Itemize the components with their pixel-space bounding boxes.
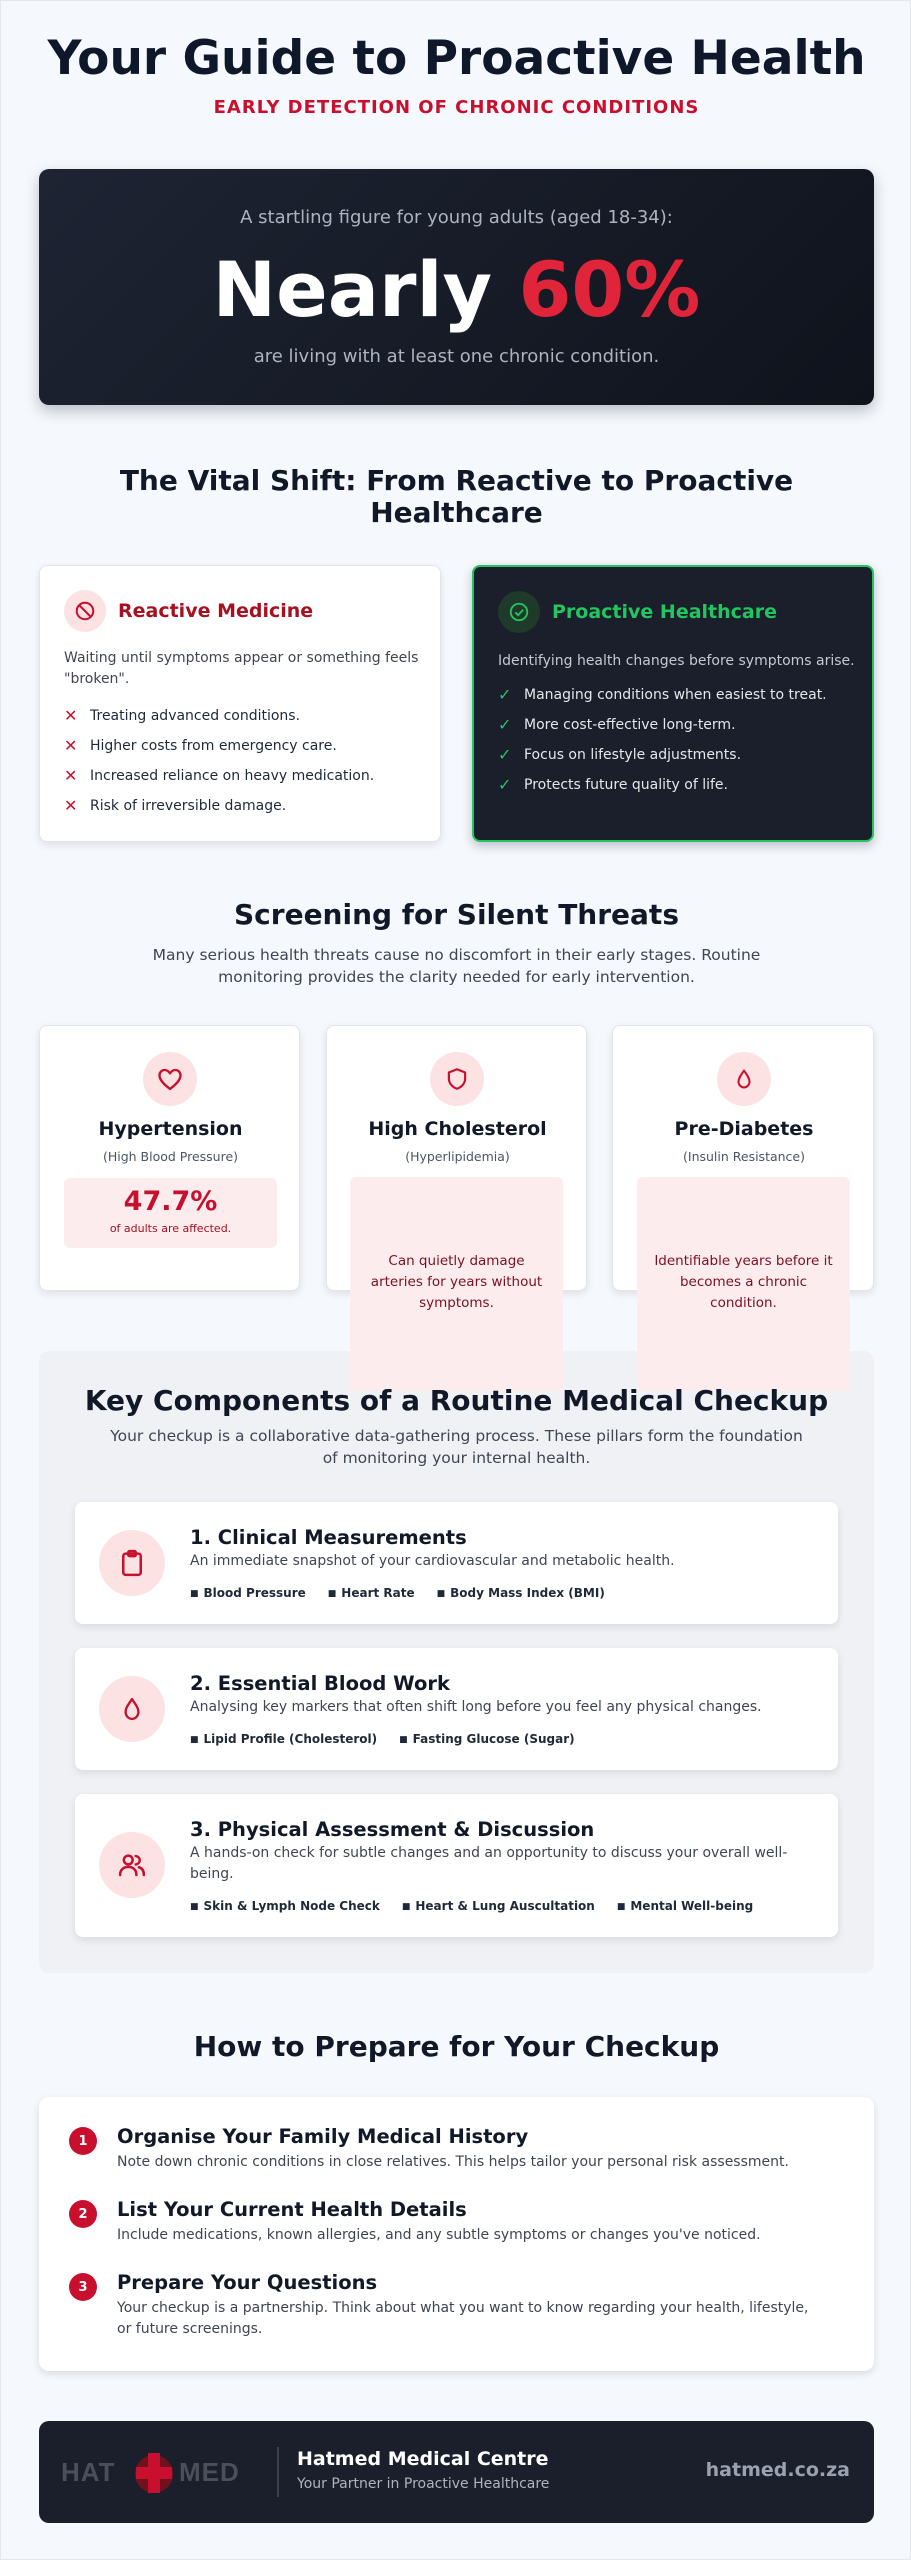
- hero-caption: are living with at least one chronic condition.: [253, 346, 660, 367]
- threats-title: Screening for Silent Threats: [234, 898, 679, 931]
- page-title: Your Guide to Proactive Health: [47, 31, 866, 86]
- stat-box: [64, 1178, 277, 1248]
- component-desc: A hands-on check for subtle changes and an opportunity to discuss your overall well-being.: [190, 1845, 788, 1882]
- step-number: 3: [69, 2273, 97, 2301]
- footer-name: Hatmed Medical Centre: [297, 2448, 549, 2470]
- threat-subtitle: (Insulin Resistance): [683, 1149, 805, 1164]
- threat-stat-note: of adults are affected.: [109, 1222, 232, 1235]
- component-desc: An immediate snapshot of your cardiovascular and metabolic health.: [190, 1553, 675, 1569]
- x-icon: ✕: [64, 706, 78, 725]
- hero-stat-prefix: Nearly: [212, 245, 519, 334]
- reactive-desc: Waiting until symptoms appear or something feels "broken".: [64, 650, 419, 687]
- threat-subtitle: (Hyperlipidemia): [405, 1149, 510, 1164]
- tag-list: [190, 1895, 775, 1914]
- step-desc: Include medications, known allergies, and any subtle symptoms or changes you've noticed.: [117, 2227, 761, 2243]
- tag: ■ Skin & Lymph Node Check: [190, 1899, 380, 1913]
- prepare-step: [69, 2198, 839, 2258]
- threat-name: Pre-Diabetes: [674, 1118, 814, 1140]
- clipboard-icon: [99, 1530, 165, 1596]
- threat-note: Can quietly damage arteries for years without symptoms.: [370, 1253, 543, 1311]
- tag: ■ Lipid Profile (Cholesterol): [190, 1732, 377, 1746]
- threat-note: Identifiable years before it becomes a chronic condition.: [654, 1253, 833, 1311]
- tag: ■ Heart Rate: [328, 1586, 415, 1600]
- footer-tagline: Your Partner in Proactive Healthcare: [297, 2476, 550, 2492]
- note-box: [350, 1177, 563, 1391]
- heart-icon: [143, 1052, 197, 1106]
- proactive-title: Proactive Healthcare: [552, 601, 777, 623]
- component-title: 2. Essential Blood Work: [190, 1672, 450, 1695]
- list-item: ✓ Protects future quality of life.: [498, 775, 728, 794]
- component-desc: Analysing key markers that often shift long before you feel any physical changes.: [190, 1699, 762, 1715]
- prepare-title: How to Prepare for Your Checkup: [193, 2030, 720, 2063]
- list-item: ✓ Managing conditions when easiest to treat.: [498, 685, 827, 704]
- hatmed-logo: HAT MED: [61, 2455, 271, 2495]
- note-box: [637, 1177, 850, 1391]
- step-number: 2: [69, 2200, 97, 2228]
- threat-subtitle: (High Blood Pressure): [102, 1149, 239, 1164]
- prepare-card: [39, 2097, 874, 2371]
- check-icon: ✓: [498, 775, 512, 794]
- footer: [39, 2421, 874, 2523]
- hero-stat-value: 60%: [518, 245, 701, 334]
- tag-list: [190, 1728, 597, 1747]
- cross-icon: [131, 2447, 177, 2497]
- check-circle-icon: [498, 591, 540, 633]
- component-card: [75, 1502, 838, 1624]
- tag-list: [190, 1582, 627, 1601]
- step-title: Prepare Your Questions: [117, 2271, 378, 2294]
- stat-hero: [39, 169, 874, 405]
- tag: ■ Mental Well-being: [617, 1899, 753, 1913]
- step-title: Organise Your Family Medical History: [117, 2125, 529, 2148]
- x-icon: ✕: [64, 736, 78, 755]
- droplet-icon: [99, 1676, 165, 1742]
- tag: ■ Heart & Lung Auscultation: [402, 1899, 595, 1913]
- list-item: ✓ Focus on lifestyle adjustments.: [498, 745, 742, 764]
- threat-name: Hypertension: [98, 1118, 243, 1140]
- list-item: ✕ Increased reliance on heavy medication.: [64, 766, 375, 785]
- x-icon: ✕: [64, 766, 78, 785]
- droplet-icon: [717, 1052, 771, 1106]
- step-desc: Your checkup is a partnership. Think about what you want to know regarding your health, lifestyle, or future screenings.: [117, 2300, 809, 2337]
- checkup-desc: Your checkup is a collaborative data-gathering process. These pillars form the foundation of monitoring your internal health.: [110, 1427, 803, 1467]
- tag: ■ Blood Pressure: [190, 1586, 306, 1600]
- step-title: List Your Current Health Details: [117, 2198, 467, 2221]
- component-title: 3. Physical Assessment & Discussion: [190, 1818, 595, 1841]
- ban-icon: [64, 590, 106, 632]
- shield-icon: [430, 1052, 484, 1106]
- proactive-card: [472, 565, 874, 842]
- hero-stat: [39, 245, 874, 334]
- list-item: ✕ Treating advanced conditions.: [64, 706, 301, 725]
- hero-intro: A startling figure for young adults (aged 18-34):: [240, 207, 673, 228]
- reactive-title: Reactive Medicine: [118, 600, 314, 622]
- step-desc: Note down chronic conditions in close relatives. This helps tailor your personal risk assessment.: [117, 2154, 789, 2170]
- shift-title: The Vital Shift: From Reactive to Proactive Healthcare: [119, 464, 794, 529]
- prepare-step: [69, 2125, 839, 2185]
- check-icon: ✓: [498, 745, 512, 764]
- footer-divider: [277, 2447, 279, 2497]
- tag: ■ Body Mass Index (BMI): [437, 1586, 605, 1600]
- reactive-card: [39, 565, 441, 842]
- list-item: ✕ Higher costs from emergency care.: [64, 736, 337, 755]
- checkup-title: Key Components of a Routine Medical Checkup: [84, 1384, 829, 1417]
- tag: ■ Fasting Glucose (Sugar): [399, 1732, 575, 1746]
- check-icon: ✓: [498, 685, 512, 704]
- list-item: ✓ More cost-effective long-term.: [498, 715, 736, 734]
- x-icon: ✕: [64, 796, 78, 815]
- list-item: ✕ Risk of irreversible damage.: [64, 796, 287, 815]
- users-icon: [99, 1832, 165, 1898]
- component-card: [75, 1648, 838, 1770]
- component-title: 1. Clinical Measurements: [190, 1526, 467, 1549]
- threats-desc: Many serious health threats cause no discomfort in their early stages. Routine monitoring provides the clarity needed for early intervention.: [152, 946, 761, 986]
- page-subtitle: EARLY DETECTION OF CHRONIC CONDITIONS: [213, 97, 700, 118]
- threat-stat: 47.7%: [123, 1186, 218, 1217]
- threat-card-hypertension: [39, 1025, 300, 1291]
- proactive-desc: Identifying health changes before symptoms arise.: [498, 653, 855, 669]
- footer-url[interactable]: hatmed.co.za: [705, 2459, 850, 2481]
- check-icon: ✓: [498, 715, 512, 734]
- step-number: 1: [69, 2127, 97, 2155]
- prepare-step: [69, 2271, 839, 2351]
- threat-name: High Cholesterol: [368, 1118, 547, 1140]
- component-card: [75, 1794, 838, 1937]
